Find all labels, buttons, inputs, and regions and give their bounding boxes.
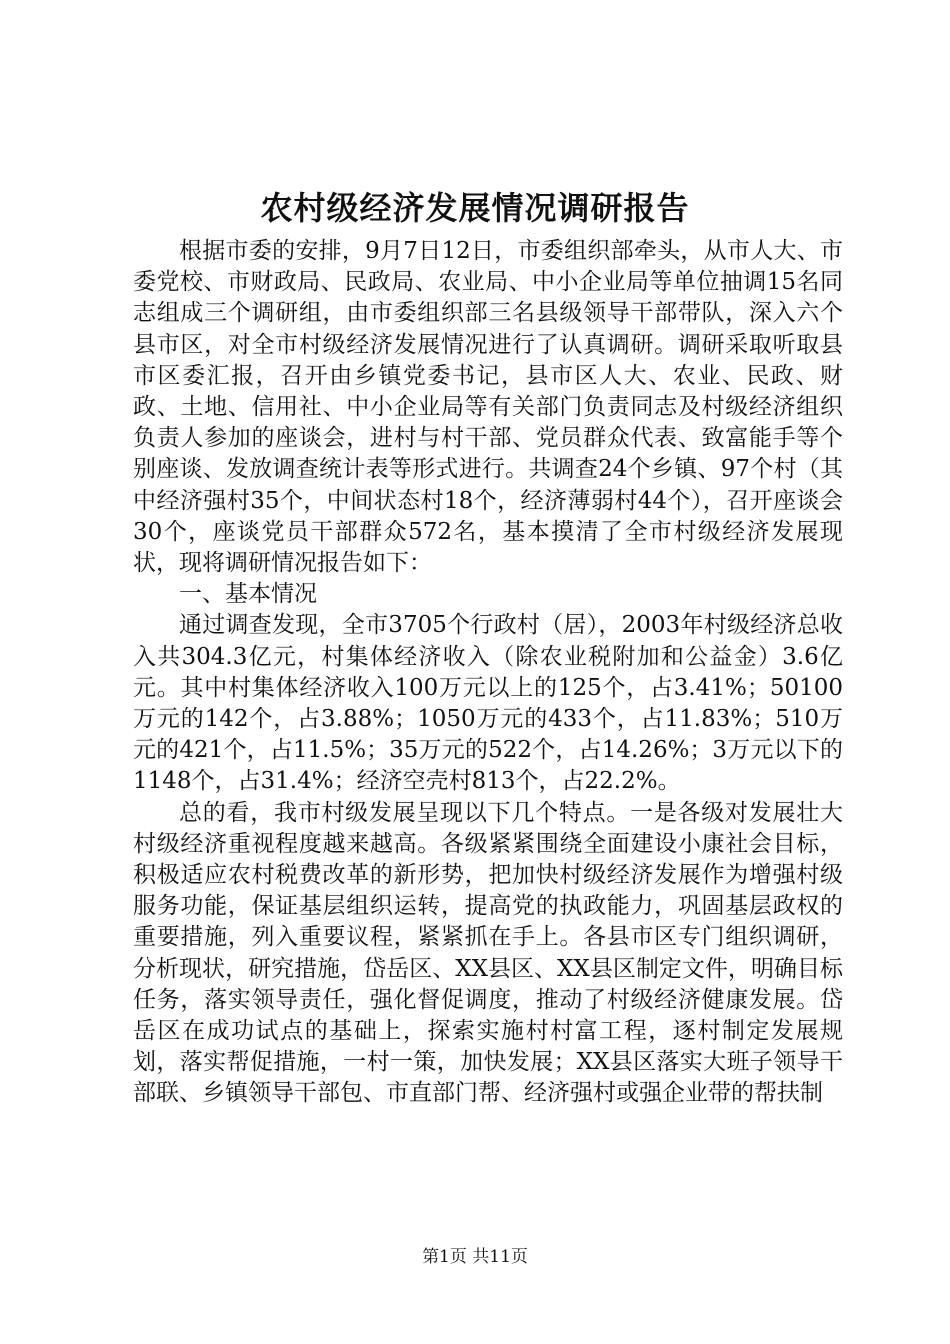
document-title: 农村级经济发展情况调研报告 — [260, 189, 690, 227]
page-number-footer: 第1页 共11页 — [422, 1247, 528, 1267]
section-heading-basic: 一、基本情况 — [179, 581, 317, 608]
document-body — [133, 236, 843, 1110]
paragraph-intro: 根据市委的安排，9月7日12日，市委组织部牵头，从市人大、市委党校、市财政局、民政局、农业局、中小企业局等单位抽调15名同志组成三个调研组，由市委组织部三名县级领导干部带队，深入六个县市区，对全市村级经济发展情况进行了认真调研。调研采取听取县市区委汇报，召开由乡镇党委书记，县市区人大、农业、民政、财政、土地、信用社、中小企业局等有关部门负责同志及村级经济组织负责人参加的座谈会，进村与村干部、党员群众代表、致富能手等个别座谈、发放调查统计表等形式进行。共调查24个乡镇、97个村（其中经济强村35个，中间状态村18个，经济薄弱村44个），召开座谈会30个，座谈党员干部群众572名，基本摸清了全市村级经济发展现状，现将调研情况报告如下： — [133, 238, 843, 577]
paragraph-statistics: 通过调查发现，全市3705个行政村（居），2003年村级经济总收入共304.3亿元，村集体经济收入（除农业税附加和公益金）3.6亿元。其中村集体经济收入100万元以上的125个，占3.41%；50100万元的142个，占3.88%；1050万元的433个，占11.83%；510万元的421个，占11.5%；35万元的522个，占14.26%；3万元以下的1148个，占31.4%；经济空壳村813个，占22.2%。 — [133, 612, 843, 795]
paragraph-characteristics: 总的看，我市村级发展呈现以下几个特点。一是各级对发展壮大村级经济重视程度越来越高。各级紧紧围绕全面建设小康社会目标，积极适应农村税费改革的新形势，把加快村级经济发展作为增强村级服务功能，保证基层组织运转，提高党的执政能力，巩固基层政权的重要措施，列入重要议程，紧紧抓在手上。各县市区专门组织调研，分析现状，研究措施，岱岳区、XX县区、XX县区制定文件，明确目标任务，落实领导责任，强化督促调度，推动了村级经济健康发展。岱岳区在成功试点的基础上，探索实施村村富工程，逐村制定发展规划，落实帮促措施，一村一策，加快发展；XX县区落实大班子领导干部联、乡镇领导干部包、市直部门帮、经济强村或强企业带的帮扶制 — [133, 799, 843, 1107]
